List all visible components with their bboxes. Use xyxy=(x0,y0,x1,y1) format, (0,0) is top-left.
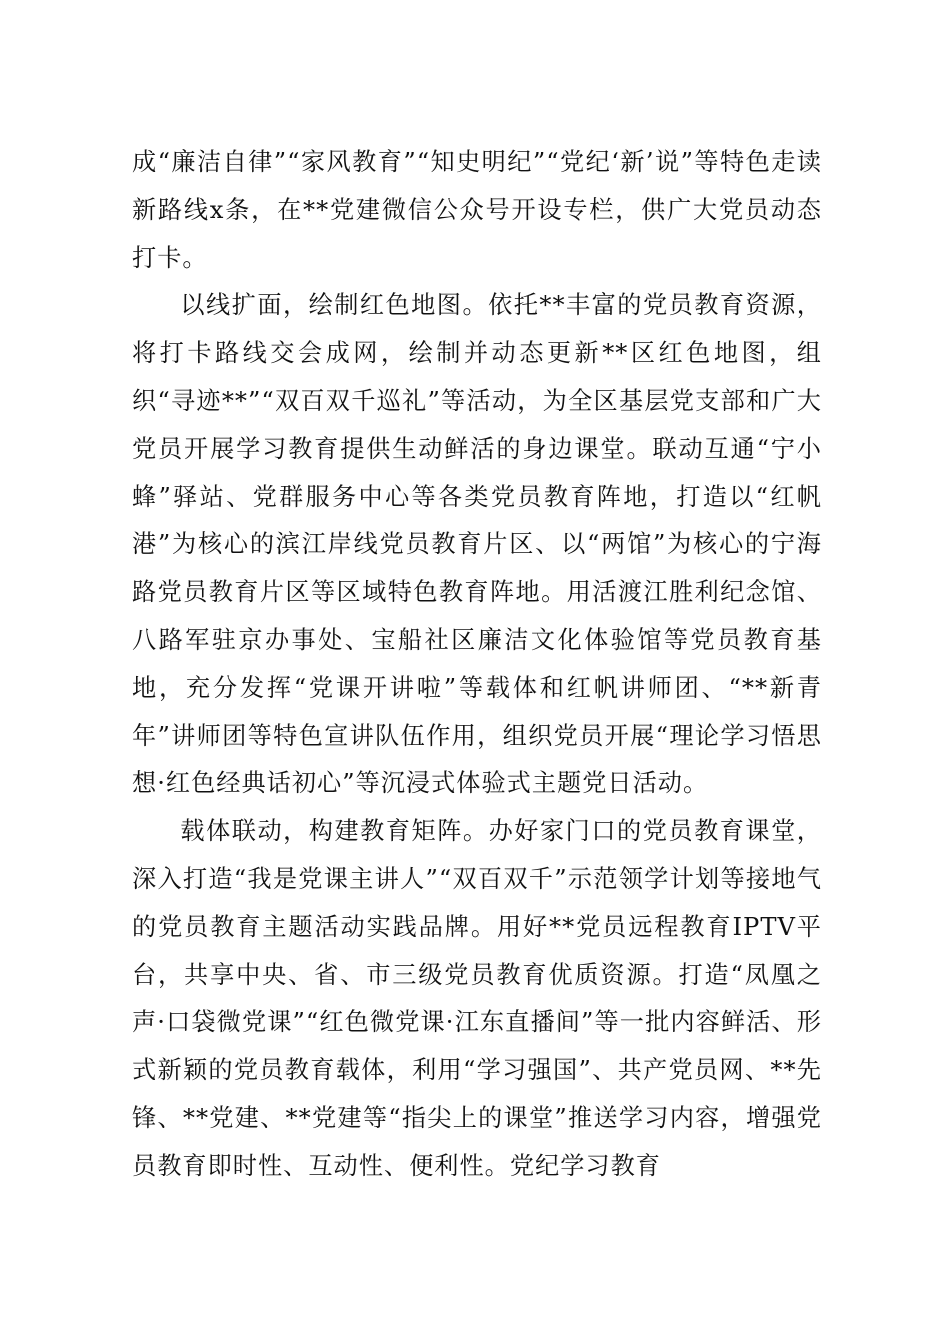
paragraph-education-matrix: 载体联动，构建教育矩阵。办好家门口的党员教育课堂，深入打造“我是党课主讲人”“双百双千”示范领学计划等接地气的党员教育主题活动实践品牌。用好**党员远程教育IPTV平台，共享中央、省、市三级党员教育优质资源。打造“凤凰之声·口袋微党课”“红色微党课·江东直播间”等一批内容鲜活、形式新颖的党员教育载体，利用“学习强国”、共产党员网、**先锋、**党建、**党建等“指尖上的课堂”推送学习内容，增强党员教育即时性、互动性、便利性。党纪学习教育 xyxy=(132,817,822,1180)
paragraph-continuation: 成“廉洁自律”“家风教育”“知史明纪”“党纪‘新’说”等特色走读新路线x条，在**党建微信公众号开设专栏，供广大党员动态打卡。 xyxy=(132,148,822,272)
paragraph-red-map: 以线扩面，绘制红色地图。依托**丰富的党员教育资源，将打卡路线交会成网，绘制并动态更新**区红色地图，组织“寻迹**”“双百双千巡礼”等活动，为全区基层党支部和广大党员开展学习教育提供生动鲜活的身边课堂。联动互通“宁小蜂”驿站、党群服务中心等各类党员教育阵地，打造以“红帆港”为核心的滨江岸线党员教育片区、以“两馆”为核心的宁海路党员教育片区等区域特色教育阵地。用活渡江胜利纪念馆、八路军驻京办事处、宝船社区廉洁文化体验馆等党员教育基地，充分发挥“党课开讲啦”等载体和红帆讲师团、“**新青年”讲师团等特色宣讲队伍作用，组织党员开展“理论学习悟思想·红色经典话初心”等沉浸式体验式主题党日活动。 xyxy=(132,291,822,798)
document-body xyxy=(132,139,822,1191)
